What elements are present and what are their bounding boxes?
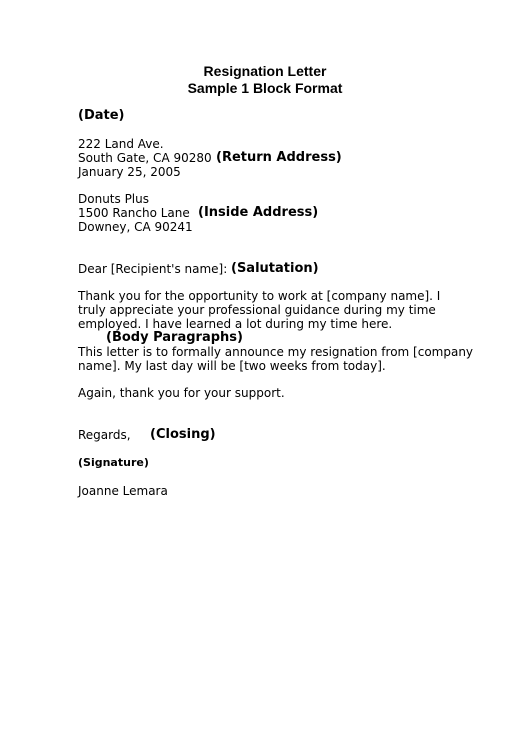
document-subtitle: Sample 1 Block Format: [187, 80, 343, 96]
body-paragraph-2-line-2: name]. My last day will be [two weeks from today].: [78, 359, 386, 373]
body-paragraph-1-line-1: Thank you for the opportunity to work at [company name]. I: [78, 289, 441, 303]
inside-name: Donuts Plus: [78, 192, 149, 206]
signer-name: Joanne Lemara: [78, 484, 168, 498]
inside-street: 1500 Rancho Lane: [78, 206, 190, 220]
salutation-text: Dear [Recipient's name]:: [78, 262, 228, 276]
return-street: 222 Land Ave.: [78, 137, 164, 151]
letter-date: January 25, 2005: [78, 165, 181, 179]
salutation-label: (Salutation): [231, 261, 319, 276]
body-paragraphs-label: (Body Paragraphs): [106, 330, 243, 345]
body-paragraph-3: Again, thank you for your support.: [78, 386, 285, 400]
return-city: South Gate, CA 90280: [78, 151, 212, 165]
inside-address-label: (Inside Address): [198, 205, 319, 220]
inside-city: Downey, CA 90241: [78, 220, 193, 234]
body-paragraph-2-line-1: This letter is to formally announce my resignation from [company: [78, 345, 474, 359]
body-paragraph-1-line-3: employed. I have learned a lot during my time here.: [78, 317, 393, 331]
closing-text: Regards,: [78, 428, 131, 442]
closing-label: (Closing): [150, 427, 216, 442]
document-title: Resignation Letter: [203, 63, 327, 79]
body-paragraph-1-line-2: truly appreciate your professional guidance during my time: [78, 303, 436, 317]
signature-label: (Signature): [78, 456, 149, 469]
date-label: (Date): [78, 108, 125, 123]
return-address-label: (Return Address): [216, 150, 342, 165]
